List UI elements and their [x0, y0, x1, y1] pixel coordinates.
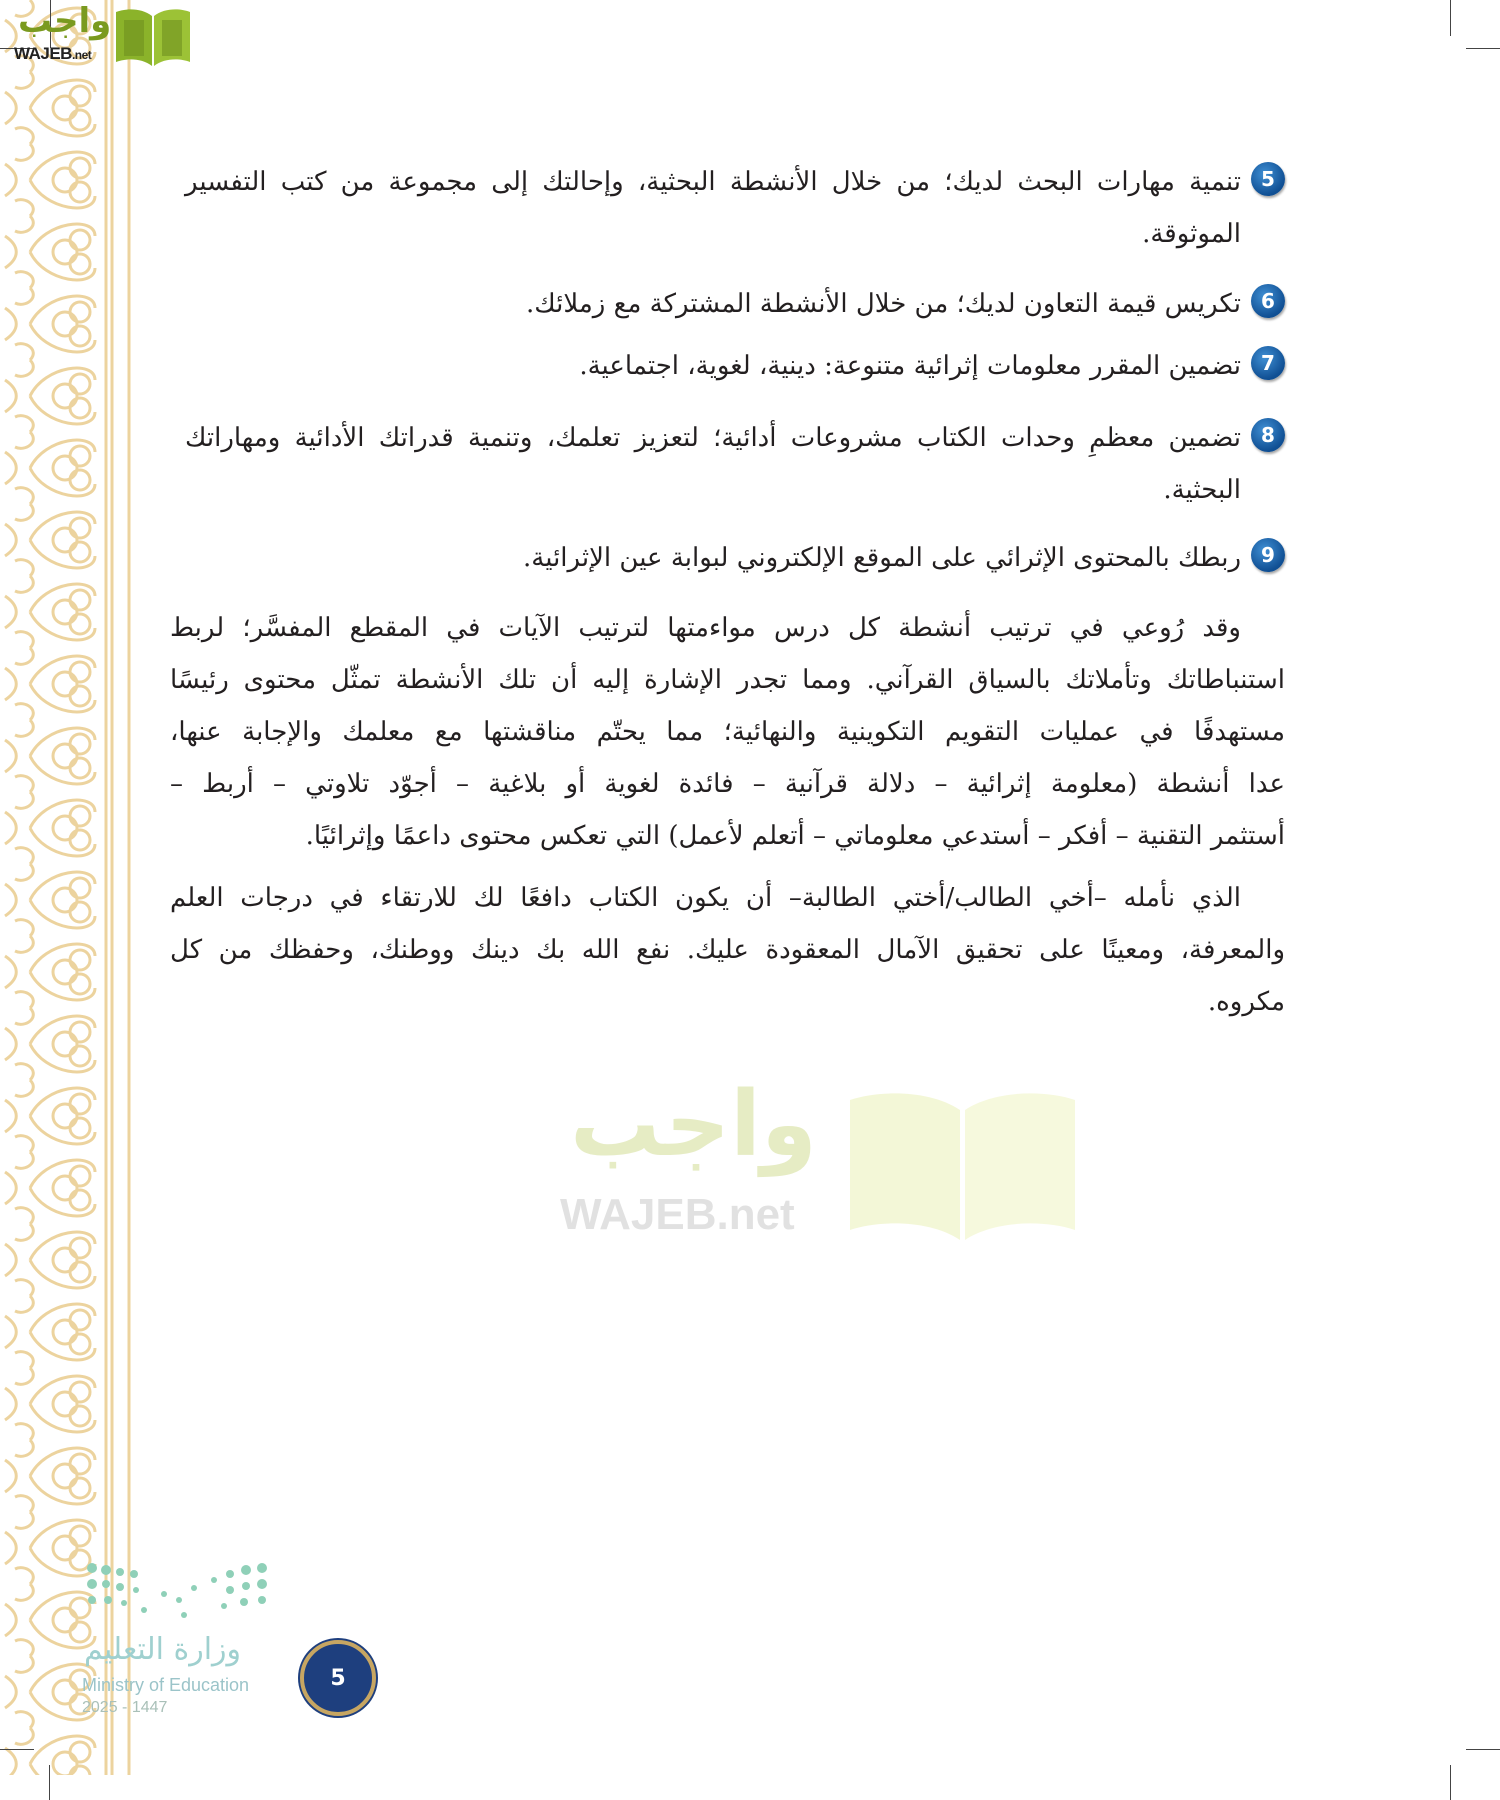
crop-mark: [1450, 1765, 1451, 1800]
number-badge: 9: [1251, 538, 1285, 572]
item-text: تضمين المقرر معلومات إثرائية متنوعة: دينية، لغوية، اجتماعية.: [579, 351, 1241, 381]
item-text: تضمين معظمِ وحدات الكتاب مشروعات أدائية؛ لتعزيز تعلمك، وتنمية قدراتك الأدائية ومهاراتك: [185, 423, 1241, 453]
number-badge: 8: [1251, 418, 1285, 452]
paragraph-line: الذي نأمله –أخي الطالب/أختي الطالبة– أن يكون الكتاب دافعًا لك للارتقاء في درجات العلم: [170, 883, 1241, 913]
number-badge: 5: [1251, 162, 1285, 196]
list-item-7: [579, 340, 1285, 392]
list-item-8: [185, 412, 1285, 516]
item-text: تنمية مهارات البحث لديك؛ من خلال الأنشطة البحثية، وإحالتك إلى مجموعة من كتب التفسير: [185, 167, 1241, 197]
paragraph-line: مكروه.: [1207, 987, 1285, 1017]
paragraph-closing: [170, 872, 1285, 1028]
dots-emblem-icon: [84, 1560, 274, 1630]
item-text: تكريس قيمة التعاون لديك؛ من خلال الأنشطة المشتركة مع زملائك.: [525, 289, 1241, 319]
item-text: الموثوقة.: [1142, 219, 1241, 249]
logo-suffix: .net: [71, 48, 92, 62]
watermark: [560, 1072, 1080, 1250]
crop-mark: [1466, 1749, 1500, 1750]
number-badge: 7: [1251, 346, 1285, 380]
page-number: 5: [300, 1640, 376, 1716]
list-item-5: [185, 156, 1285, 260]
wajeb-logo[interactable]: [8, 1, 193, 66]
crop-mark: [0, 1749, 34, 1750]
watermark-book-icon: [850, 1090, 1075, 1240]
paragraph-line: عدا أنشطة (معلومة إثرائية – دلالة قرآنية – فائدة لغوية أو بلاغية – أجوّد تلاوتي – أربط –: [170, 769, 1285, 799]
logo-english: [14, 44, 91, 64]
crop-mark: [1466, 48, 1500, 49]
list-item-9: [523, 532, 1285, 584]
paragraph-line: والمعرفة، ومعينًا على تحقيق الآمال المعقودة عليك. نفع الله بك دينك ووطنك، وحفظك من كل: [170, 935, 1285, 965]
paragraph-line: مستهدفًا في عمليات التقويم التكوينية والنهائية؛ مما يحتّم مناقشتها مع معلمك والإجابة عنها،: [170, 717, 1285, 747]
logo-arabic: واجب: [18, 1, 112, 41]
paragraph-activities: [170, 602, 1285, 862]
ministry-logo: [80, 1560, 280, 1720]
book-icon: [112, 6, 194, 66]
ministry-name-arabic: وزارة التعليم: [84, 1632, 242, 1667]
ministry-name-english: Ministry of Education: [82, 1675, 250, 1695]
logo-english-text: WAJEB: [14, 44, 72, 63]
item-text: البحثية.: [1163, 475, 1241, 505]
academic-year: 2025 - 1447: [82, 1699, 168, 1716]
ornamental-border: [0, 0, 135, 1775]
paragraph-line: وقد رُوعي في ترتيب أنشطة كل درس مواءمتها لترتيب الآيات في المقطع المفسَّر؛ لربط: [170, 613, 1241, 643]
watermark-english: WAJEB.net: [560, 1190, 795, 1239]
crop-mark: [49, 1765, 50, 1800]
list-item-6: [526, 278, 1285, 330]
paragraph-line: استنباطاتك وتأملاتك بالسياق القرآني. ومما تجدر الإشارة إليه أن تلك الأنشطة تمثّل محتوى رئيسًا: [170, 665, 1285, 695]
crop-mark: [1450, 0, 1451, 36]
number-badge: 6: [1251, 284, 1285, 318]
paragraph-line: أستثمر التقنية – أفكر – أستدعي معلوماتي – أتعلم لأعمل) التي تعكس محتوى داعمًا وإثرائيًا.: [305, 821, 1285, 851]
watermark-arabic: واجب: [570, 1072, 817, 1177]
item-text: ربطك بالمحتوى الإثرائي على الموقع الإلكتروني لبوابة عين الإثرائية.: [523, 543, 1241, 573]
